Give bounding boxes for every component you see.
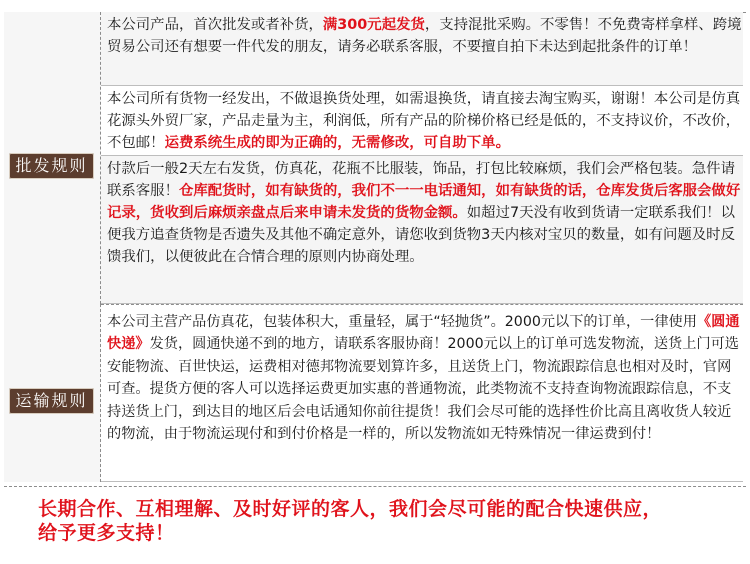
- wholesale-label-column: [4, 12, 101, 304]
- wholesale-rules-label: 批发规则: [9, 153, 94, 179]
- footer-note: [4, 486, 746, 548]
- paragraph-text: 本公司产品，首次批发或者补货，: [107, 17, 323, 33]
- shipping-rules-label: 运输规则: [9, 388, 94, 414]
- paragraph-text: 付款后一般2天左右发货，仿真花，花瓶不比服装，饰品，打包比较麻烦，我们会严格包装。急件请联系客服！: [107, 161, 735, 199]
- shipping-label-column: [4, 304, 101, 482]
- highlighted-text: 满300元起发货: [322, 17, 425, 33]
- highlighted-text: 《圆通快递》: [107, 314, 740, 353]
- paragraph-text: 如超过7天没有收到货请一定联系我们！以便我方追查货物是否遗失及其他不确定意外，请您收到货物3天内核对宝贝的数量，如有问题及时反馈我们，以便彼此在合情合理的原则内协商处理。: [107, 205, 735, 265]
- shipping-paragraph-1: [101, 304, 743, 482]
- wholesale-paragraph-1: [101, 12, 743, 86]
- footer-line-2: 给予更多支持！: [38, 522, 175, 544]
- paragraph-text: ，支持混批采购。不零售！不免费寄样拿样、跨境贸易公司还有想要一件代发的朋友，请务必联系客服，不要擅自拍下未达到起批条件的订单！: [107, 17, 742, 55]
- paragraph-text: 本公司所有货物一经发出，不做退换货处理，如需退换货，请直接去淘宝购买，谢谢！本公司是仿真花源头外贸厂家，产品走量为主，利润低，所有产品的阶梯价格已经是低的，不支持议价，不改价，不包邮！: [107, 91, 741, 151]
- paragraph-text: 本公司主营产品仿真花，包装体积大，重量轻，属于“轻抛货”。2000元以下的订单，一律使用: [107, 314, 697, 330]
- wholesale-paragraph-3: [101, 156, 743, 304]
- highlighted-text: 运费系统生成的即为正确的，无需修改，可自助下单。: [164, 135, 510, 151]
- policy-table: [4, 12, 746, 548]
- wholesale-paragraph-2: [101, 86, 743, 156]
- footer-line-1: 长期合作、互相理解、及时好评的客人，我们会尽可能的配合快速供应，: [38, 498, 663, 520]
- paragraph-text: 发货，圆通快递不到的地方，请联系客服协商！2000元以上的订单可选发物流，送货上门可选安能物流、百世快运，运费相对德邦物流要划算许多，且送货上门，物流跟踪信息也相对及时，官网可查。提货方便的客人可以选择运费更加实惠的普通物流，此类物流不支持查询物流跟踪信息，不支持送货上门，到达目的地区后会电话通知你前往提货！我们会尽可能的选择性价比高且离收货人较近的物流，由于物流运现付和到付价格是一样的，所以发物流如无特殊情况一律运费到付！: [107, 336, 739, 443]
- highlighted-text: 仓库配货时，如有缺货的，我们不一一电话通知，如有缺货的话，仓库发货后客服会做好记录，货收到后麻烦亲盘点后来申请未发货的货物金额。: [107, 183, 741, 221]
